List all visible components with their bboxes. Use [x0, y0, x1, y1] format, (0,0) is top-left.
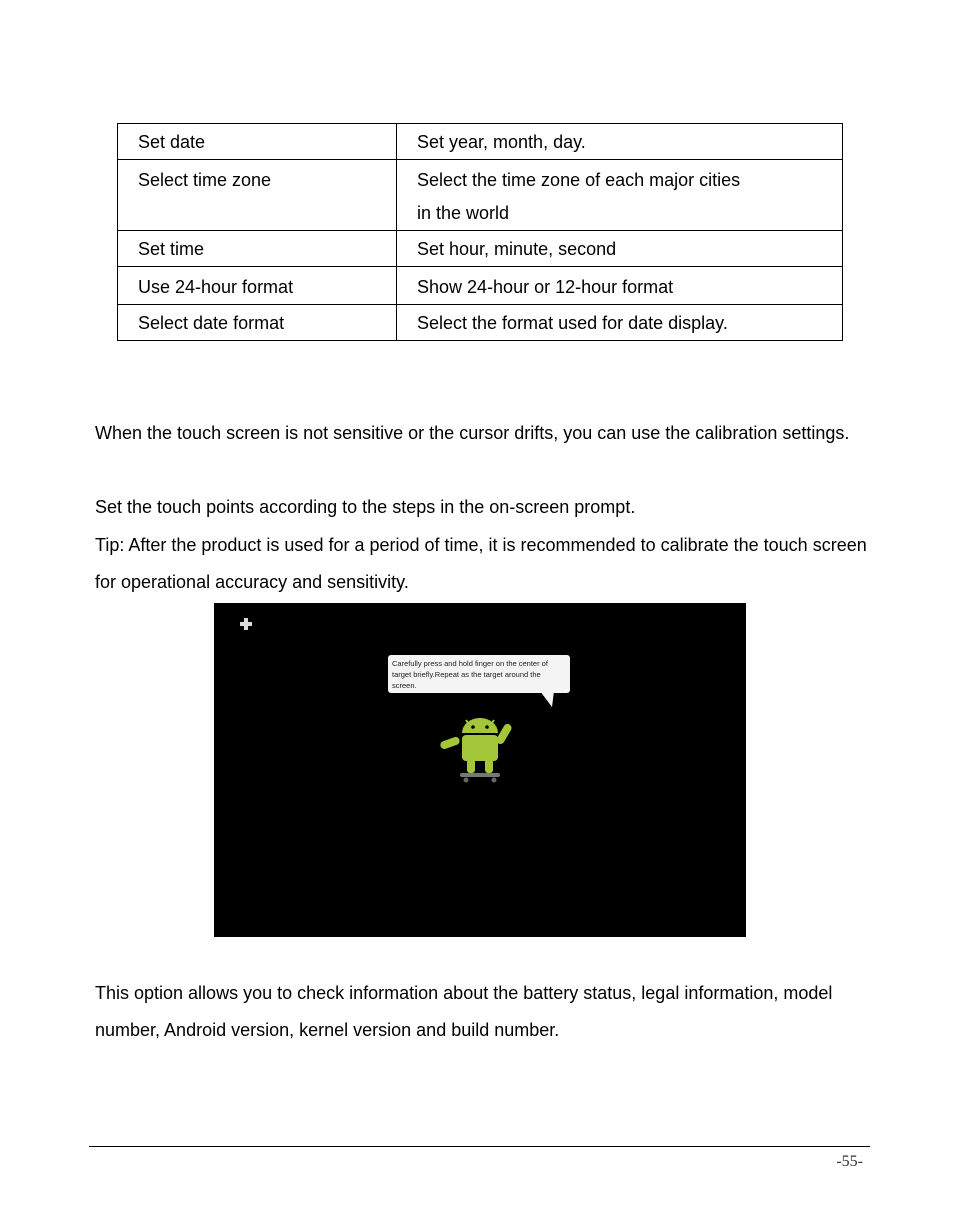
setting-description: Select the format used for date display. [397, 305, 843, 341]
setting-description: Set hour, minute, second [397, 231, 843, 267]
table-row [118, 305, 843, 341]
setting-description: Select the time zone of each major cities in the world [397, 160, 843, 231]
android-robot-icon [436, 715, 516, 787]
calibration-tip: Tip: After the product is used for a period of time, it is recommended to calibrate the touch screen for operational accuracy and sensitivity. [95, 535, 867, 592]
setting-name: Set date [118, 124, 397, 160]
setting-name: Set time [118, 231, 397, 267]
about-description: This option allows you to check information about the battery status, legal information, model number, Android version, kernel version and build number. [95, 983, 833, 1040]
setting-name: Use 24-hour format [118, 267, 397, 305]
table-row [118, 231, 843, 267]
page-number: -55- [836, 1153, 863, 1170]
calibration-prompt-bubble: Carefully press and hold finger on the center of target briefly.Repeat as the target around the screen. [388, 655, 570, 693]
setting-name: Select date format [118, 305, 397, 341]
setting-description: Show 24-hour or 12-hour format [397, 267, 843, 305]
table-row [118, 124, 843, 160]
calibration-steps: Set the touch points according to the steps in the on-screen prompt. [95, 497, 636, 517]
footer-divider [89, 1146, 870, 1147]
calibration-screenshot [214, 603, 746, 937]
bubble-tail-icon [540, 691, 554, 707]
table-row [118, 160, 843, 231]
table-row [118, 267, 843, 305]
calibration-intro: When the touch screen is not sensitive or the cursor drifts, you can use the calibration settings. [95, 423, 850, 443]
setting-name: Select time zone [118, 160, 397, 231]
settings-table [117, 123, 843, 341]
crosshair-target-icon [239, 617, 253, 631]
setting-description: Set year, month, day. [397, 124, 843, 160]
